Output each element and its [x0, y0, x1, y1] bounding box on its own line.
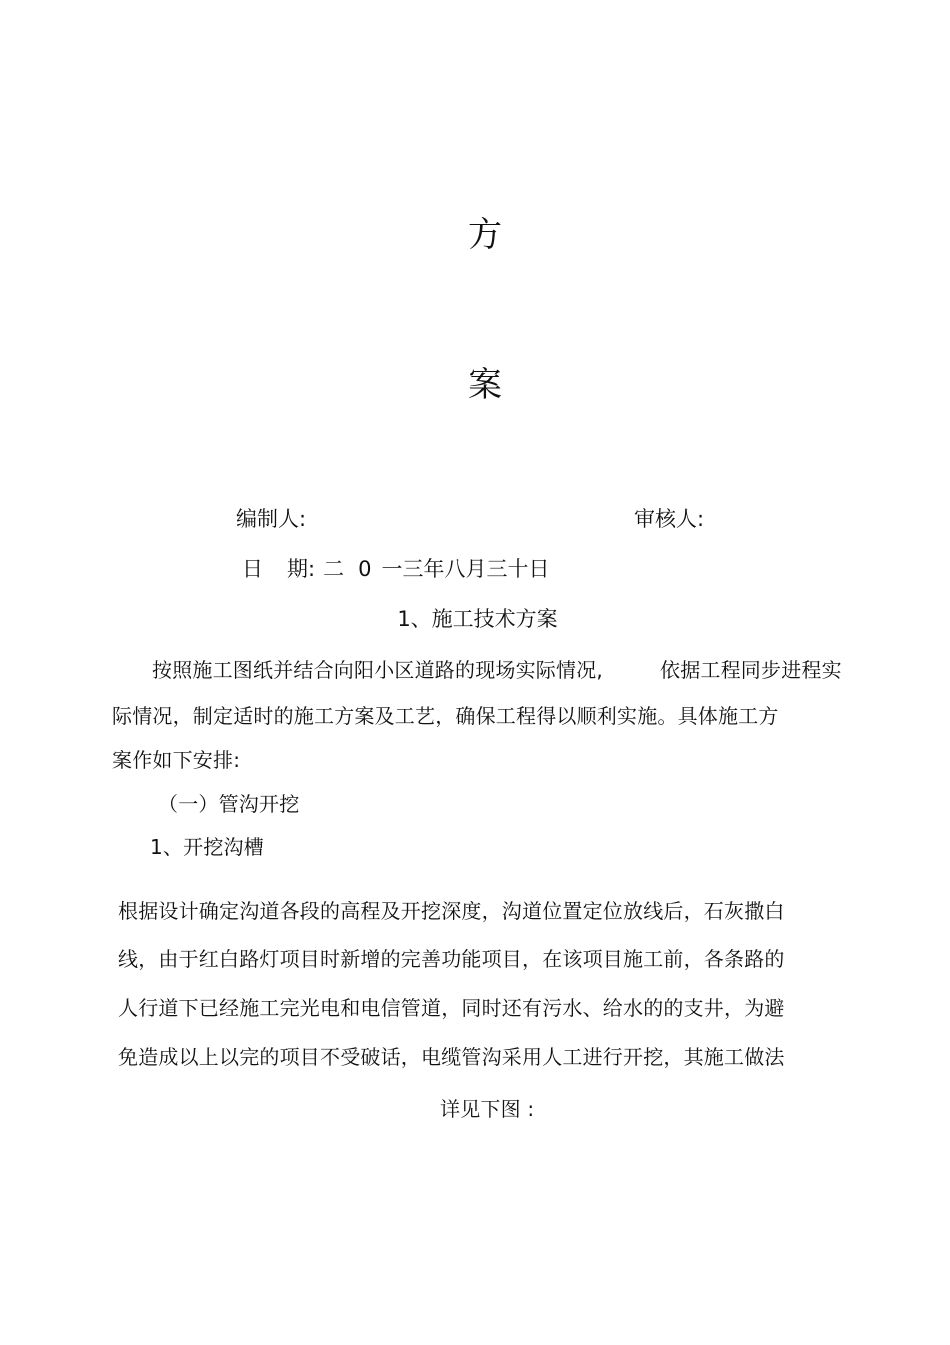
- reviewer-label: 审核人:: [634, 507, 705, 531]
- intro-line-2: 际情况，制定适时的施工方案及工艺，确保工程得以顺利实施。具体施工方: [112, 704, 779, 728]
- item-heading: 1、开挖沟槽: [150, 835, 264, 859]
- intro-line-1b: 依据工程同步进程实: [660, 658, 842, 682]
- intro-line-1a: 按照施工图纸并结合向阳小区道路的现场实际情况,: [152, 658, 603, 682]
- section-title: 1、施工技术方案: [397, 607, 558, 631]
- cover-title-char-2: 案: [468, 365, 502, 405]
- editor-label: 编制人:: [236, 507, 307, 531]
- detail-line-3: 人行道下已经施工完光电和电信管道，同时还有污水、给水的的支井，为避: [118, 996, 785, 1020]
- detail-line-4: 免造成以上以完的项目不受破话，电缆管沟采用人工进行开挖，其施工做法: [118, 1045, 785, 1069]
- detail-line-2: 线，由于红白路灯项目时新增的完善功能项目，在该项目施工前，各条路的: [118, 947, 785, 971]
- date-value-2: 0: [358, 557, 372, 581]
- intro-line-3: 案作如下安排:: [112, 748, 241, 772]
- date-label-1: 日: [242, 557, 263, 581]
- see-below-note: 详见下图 :: [440, 1097, 535, 1121]
- sub-heading: （一）管沟开挖: [158, 792, 300, 816]
- date-label-2: 期:: [287, 557, 316, 581]
- cover-title-char-1: 方: [468, 215, 502, 255]
- date-value-3: 一三年八月三十日: [381, 557, 550, 581]
- date-line: [242, 559, 549, 580]
- detail-line-1: 根据设计确定沟道各段的高程及开挖深度，沟道位置定位放线后，石灰撒白: [118, 899, 785, 923]
- date-value-1: 二: [323, 557, 345, 581]
